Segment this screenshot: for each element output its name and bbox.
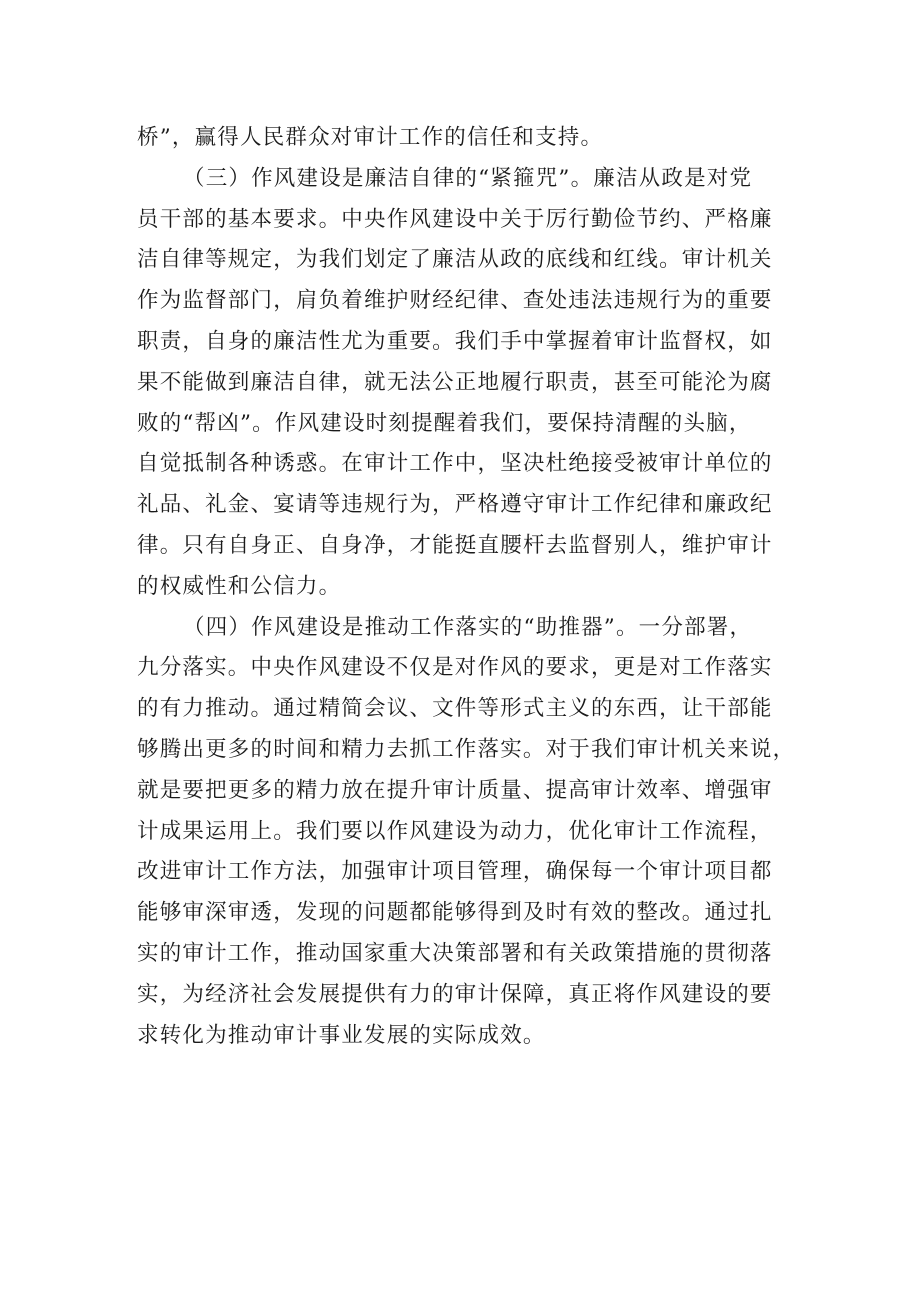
text-line: 实的审计工作，推动国家重大决策部署和有关政策措施的贯彻落 bbox=[137, 940, 773, 966]
text-line: 自觉抵制各种诱惑。在审计工作中，坚决杜绝接受被审计单位的 bbox=[137, 451, 773, 477]
document-body bbox=[137, 118, 797, 1056]
text-line: 作为监督部门，肩负着维护财经纪律、查处违法违规行为的重要 bbox=[137, 288, 773, 314]
text-line: 洁自律等规定，为我们划定了廉洁从政的底线和红线。审计机关 bbox=[137, 247, 773, 273]
text-line: 实，为经济社会发展提供有力的审计保障，真正将作风建设的要 bbox=[137, 981, 773, 1007]
text-line: 果不能做到廉洁自律，就无法公正地履行职责，甚至可能沦为腐 bbox=[137, 369, 773, 395]
text-line: 的权威性和公信力。 bbox=[137, 573, 342, 599]
text-line: 计成果运用上。我们要以作风建设为动力，优化审计工作流程， bbox=[137, 818, 773, 844]
text-line: 求转化为推动审计事业发展的实际成效。 bbox=[137, 1022, 546, 1048]
text-line: 律。只有自身正、自身净，才能挺直腰杆去监督别人，维护审计 bbox=[137, 532, 773, 558]
text-line: 九分落实。中央作风建设不仅是对作风的要求，更是对工作落实 bbox=[137, 655, 773, 681]
text-line: 职责，自身的廉洁性尤为重要。我们手中掌握着审计监督权，如 bbox=[137, 328, 773, 354]
text-line: 的有力推动。通过精简会议、文件等形式主义的东西，让干部能 bbox=[137, 696, 773, 722]
text-line: 桥”，赢得人民群众对审计工作的信任和支持。 bbox=[137, 125, 604, 150]
text-line: 就是要把更多的精力放在提升审计质量、提高审计效率、增强审 bbox=[137, 777, 773, 803]
paragraph-three-heading-line: （三）作风建设是廉洁自律的“紧箍咒”。廉洁从政是对党 bbox=[183, 165, 753, 191]
text-line: 能够审深审透，发现的问题都能够得到及时有效的整改。通过扎 bbox=[137, 900, 773, 926]
text-line: 改进审计工作方法，加强审计项目管理，确保每一个审计项目都 bbox=[137, 859, 773, 885]
text-line: 礼品、礼金、宴请等违规行为，严格遵守审计工作纪律和廉政纪 bbox=[137, 492, 773, 518]
text-line: 员干部的基本要求。中央作风建设中关于厉行勤俭节约、严格廉 bbox=[137, 206, 773, 232]
text-line: 够腾出更多的时间和精力去抓工作落实。对于我们审计机关来说， bbox=[137, 736, 796, 762]
text-line: 败的“帮凶”。作风建设时刻提醒着我们，要保持清醒的头脑， bbox=[137, 410, 752, 436]
paragraph-four-heading-line: （四）作风建设是推动工作落实的“助推器”。一分部署， bbox=[183, 614, 753, 640]
